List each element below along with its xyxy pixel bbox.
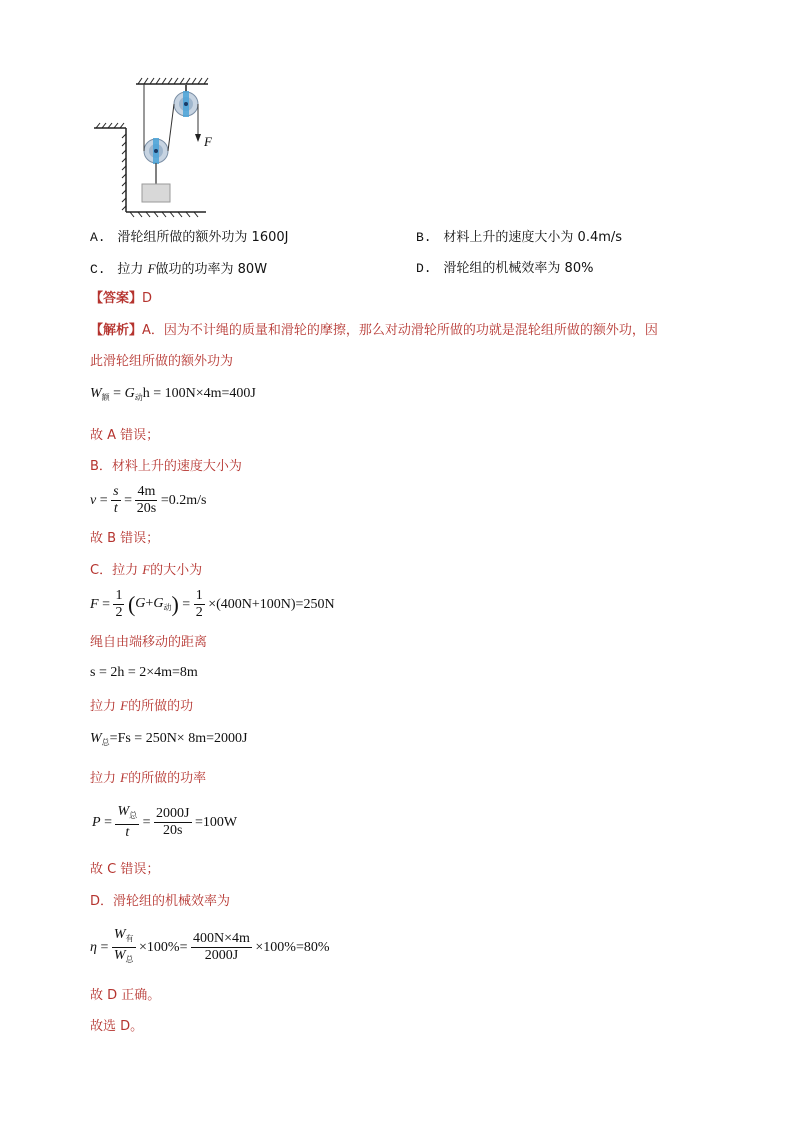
analysis-d-conclusion: 故 D 正确。	[90, 988, 161, 1003]
equation-c2: s = 2h = 2×4m=8m	[90, 665, 198, 680]
analysis-c-power: 拉力 F的所做的功率	[90, 770, 207, 786]
analysis-d-intro: D．滑轮组的机械效率为	[90, 894, 231, 909]
pulley-figure	[90, 76, 230, 218]
equation-d: η = $\frac{W_有}{W_总}$ ×100%= $\frac{400N\times 4m}{2000J}$ ×100%=80%	[90, 927, 330, 964]
option-d-text: 滑轮组的机械效率为 80%	[443, 261, 594, 276]
analysis-c-intro: C．拉力 F的大小为	[90, 562, 203, 578]
force-label: F	[204, 134, 212, 149]
option-a	[90, 229, 288, 247]
option-b	[416, 229, 622, 247]
equation-c4: P = $\frac{W_总}{t}$ = $\frac{2000J}{20s}$ =100W	[92, 804, 238, 840]
analysis-b-conclusion: 故 B 错误；	[90, 531, 160, 546]
answer-value: D	[142, 291, 153, 306]
equation-c3: $W_总=Fs = 250N\times 8m=2000J$	[90, 731, 248, 747]
analysis-c-work: 拉力 F的所做的功	[90, 698, 194, 714]
option-b-text: 材料上升的速度大小为 0.4m/s	[443, 230, 623, 245]
ceiling-hatch	[138, 78, 208, 84]
equation-b: v = $\frac{s}{t}$ = $\frac{4m}{20s}$ =0.2m/s	[90, 484, 207, 516]
analysis-c-distance: 绳自由端移动的距离	[90, 635, 208, 650]
option-c-text: 拉力 F做功的功率为 80W	[117, 261, 268, 277]
option-d	[416, 260, 593, 278]
analysis-b-intro: B．材料上升的速度大小为	[90, 459, 242, 474]
rope-middle	[168, 104, 174, 151]
weight-block	[142, 184, 170, 202]
analysis-a-conclusion: 故 A 错误；	[90, 428, 160, 443]
option-c	[90, 260, 267, 279]
analysis-label: 【解析】	[90, 323, 143, 338]
equation-c1: F = $\frac{1}{2}$ $(G+G_动)$ = $\frac{1}{2}$ ×(400N+100N)=250N	[90, 588, 335, 620]
force-arrow	[195, 134, 201, 142]
answer-line	[90, 290, 152, 308]
analysis-a-intro-1: 【解析】A．因为不计绳的质量和滑轮的摩擦，那么对动滑轮所做的功就是混轮组所做的额外功，因	[90, 323, 658, 338]
option-b-letter: B.	[416, 230, 432, 245]
answer-label: 【答案】	[90, 291, 143, 306]
analysis-a-intro-2: 此滑轮组所做的额外功为	[90, 354, 234, 369]
option-c-letter: C.	[90, 262, 106, 277]
equation-a: $W_额 = G_动h = 100N\times 4m=400J$	[90, 386, 256, 402]
option-a-letter: A.	[90, 230, 106, 245]
option-a-text: 滑轮组所做的额外功为 1600J	[117, 230, 289, 245]
analysis-c-conclusion: 故 C 错误；	[90, 862, 160, 877]
analysis-final: 故选 D。	[90, 1019, 144, 1034]
option-d-letter: D.	[416, 261, 432, 276]
